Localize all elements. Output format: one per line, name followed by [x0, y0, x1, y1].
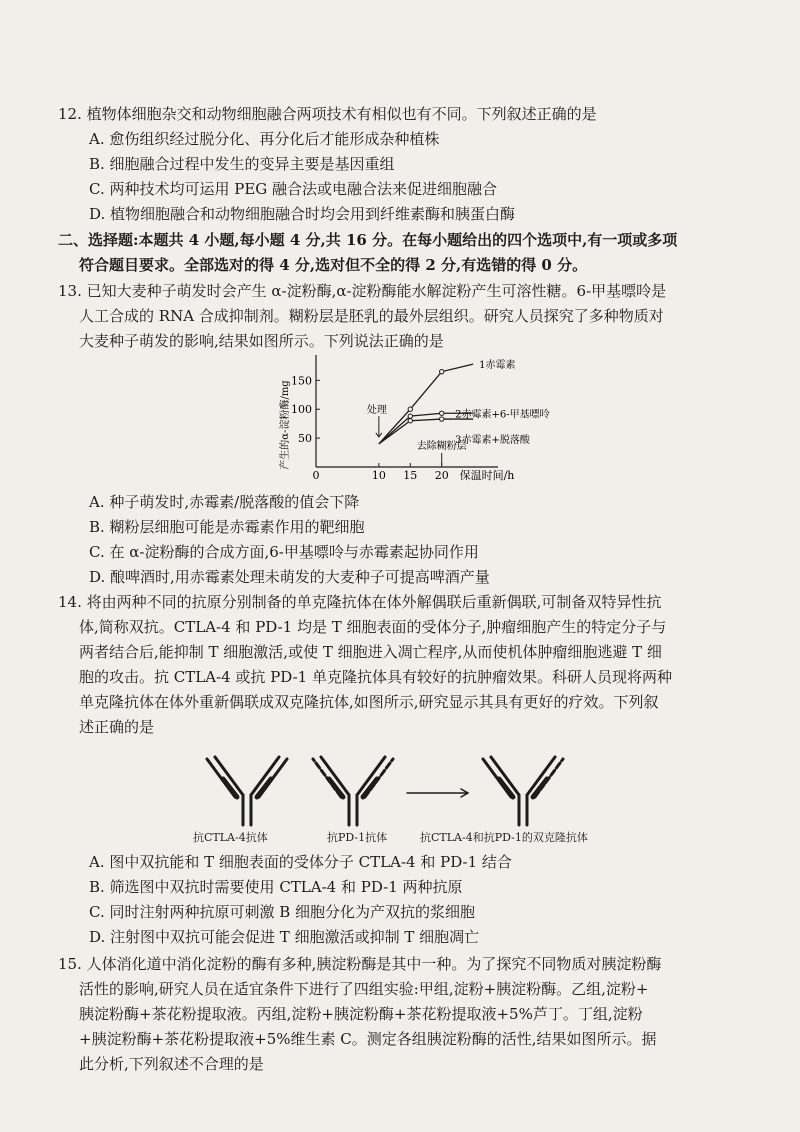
q14-option-a: A. 图中双抗能和 T 细胞表面的受体分子 CTLA-4 和 PD-1 结合 [89, 853, 512, 871]
amylase-chart [280, 355, 550, 490]
q15-stem-line4: +胰淀粉酶+茶花粉提取液+5%维生素 C。测定各组胰淀粉酶的活性,结果如图所示。据 [79, 1030, 657, 1048]
chart-x-tick-label: 15 [403, 469, 418, 482]
q13-stem-line2: 人工合成的 RNA 合成抑制剂。糊粉层是胚乳的最外层组织。研究人员探究了多种物质对 [79, 307, 664, 325]
chart-point [440, 411, 444, 415]
section2-heading-cont: 符合题目要求。全部选对的得 4 分,选对但不全的得 2 分,有选错的得 0 分。 [79, 256, 588, 274]
q14-stem-line6: 述正确的是 [79, 718, 155, 736]
label-bispecific: 抗CTLA-4和抗PD-1的双克隆抗体 [420, 831, 588, 844]
chart-point [408, 419, 412, 423]
anti-pd1-antibody-icon [313, 757, 393, 825]
q14-stem-line1: 14. 将由两种不同的抗原分别制备的单克隆抗体在体外解偶联后重新偶联,可制备双特异性抗 [58, 593, 662, 611]
arrow-icon [407, 789, 468, 797]
q12-stem: 12. 植物体细胞杂交和动物细胞融合两项技术有相似也有不同。下列叙述正确的是 [58, 105, 597, 123]
q14-stem-line4: 胞的攻击。抗 CTLA-4 或抗 PD-1 单克隆抗体具有较好的抗肿瘤效果。科研人员现将两种 [79, 668, 672, 686]
label-anti-ctla4: 抗CTLA-4抗体 [193, 831, 268, 844]
q13-option-a: A. 种子萌发时,赤霉素/脱落酸的值会下降 [89, 493, 360, 511]
q14-option-b: B. 筛选图中双抗时需要使用 CTLA-4 和 PD-1 两种抗原 [89, 878, 463, 896]
bispecific-antibody-icon [483, 757, 563, 825]
q12-option-b: B. 细胞融合过程中发生的变异主要是基因重组 [89, 155, 395, 173]
chart-xlabel: 保温时间/h [459, 469, 515, 482]
q15-stem-line3: 胰淀粉酶+茶花粉提取液。丙组,淀粉+胰淀粉酶+茶花粉提取液+5%芦丁。丁组,淀粉 [79, 1005, 643, 1023]
chart-y-tick-label: 50 [298, 432, 312, 446]
q14-stem-line5: 单克隆抗体在体外重新偶联成双克隆抗体,如图所示,研究显示其具有更好的疗效。下列叙 [79, 693, 659, 711]
q13-option-b: B. 糊粉层细胞可能是赤霉素作用的靶细胞 [89, 518, 365, 536]
chart-point [440, 417, 444, 421]
q13-option-d: D. 酿啤酒时,用赤霉素处理未萌发的大麦种子可提高啤酒产量 [89, 568, 490, 586]
q12-option-a: A. 愈伤组织经过脱分化、再分化后才能形成杂种植株 [89, 130, 440, 148]
q14-option-d: D. 注射图中双抗可能会促进 T 细胞激活或抑制 T 细胞凋亡 [89, 928, 480, 946]
q12-option-d: D. 植物细胞融合和动物细胞融合时均会用到纤维素酶和胰蛋白酶 [89, 205, 516, 223]
q14-option-c: C. 同时注射两种抗原可刺激 B 细胞分化为产双抗的浆细胞 [89, 903, 476, 921]
q15-stem-line2: 活性的影响,研究人员在适宜条件下进行了四组实验:甲组,淀粉+胰淀粉酶。乙组,淀粉+ [79, 980, 649, 998]
chart-point [440, 369, 444, 373]
anti-ctla4-antibody-icon [207, 757, 287, 825]
chart-point [408, 414, 412, 418]
q13-stem-line3: 大麦种子萌发的影响,结果如图所示。下列说法正确的是 [79, 332, 444, 350]
section2-heading: 二、选择题:本题共 4 小题,每小题 4 分,共 16 分。在每小题给出的四个选项中,有一项或多项 [58, 231, 678, 249]
q14-stem-line2: 体,简称双抗。CTLA-4 和 PD-1 均是 T 细胞表面的受体分子,肿瘤细胞产生的特定分子与 [79, 618, 667, 636]
chart-annotation-remove-layer: 去除糊粉层 [416, 441, 467, 452]
chart-point [408, 407, 412, 411]
q13-option-c: C. 在 α-淀粉酶的合成方面,6-甲基嘌呤与赤霉素起协同作用 [89, 543, 479, 561]
chart-x-tick-label: 20 [434, 469, 449, 482]
chart-ylabel: 产生的α-淀粉酶/mg [280, 380, 291, 470]
chart-series-label: 2赤霉素+6-甲基嘌呤 [455, 409, 550, 421]
q15-stem-line1: 15. 人体消化道中消化淀粉的酶有多种,胰淀粉酶是其中一种。为了探究不同物质对胰淀粉酶 [58, 955, 662, 973]
chart-annotation-treatment: 处理 [366, 405, 387, 417]
chart-origin: 0 [312, 469, 320, 482]
amylase-chart-svg [280, 355, 550, 490]
chart-series-label: 3赤霉素+脱落酸 [455, 435, 530, 447]
chart-y-tick-label: 100 [291, 403, 312, 417]
label-anti-pd1: 抗PD-1抗体 [327, 831, 388, 844]
chart-y-tick-label: 150 [291, 374, 312, 388]
q13-stem-line1: 13. 已知大麦种子萌发时会产生 α-淀粉酶,α-淀粉酶能水解淀粉产生可溶性糖。6-甲基嘌呤是 [58, 282, 667, 300]
q14-stem-line3: 两者结合后,能抑制 T 细胞激活,或使 T 细胞进入凋亡程序,从而使机体肿瘤细胞逃避 T 细 [79, 643, 662, 661]
q12-option-c: C. 两种技术均可运用 PEG 融合法或电融合法来促进细胞融合 [89, 180, 498, 198]
chart-x-tick-label: 10 [371, 469, 386, 482]
q15-stem-line5: 此分析,下列叙述不合理的是 [79, 1055, 264, 1073]
chart-series-label: 1赤霉素 [479, 360, 516, 372]
